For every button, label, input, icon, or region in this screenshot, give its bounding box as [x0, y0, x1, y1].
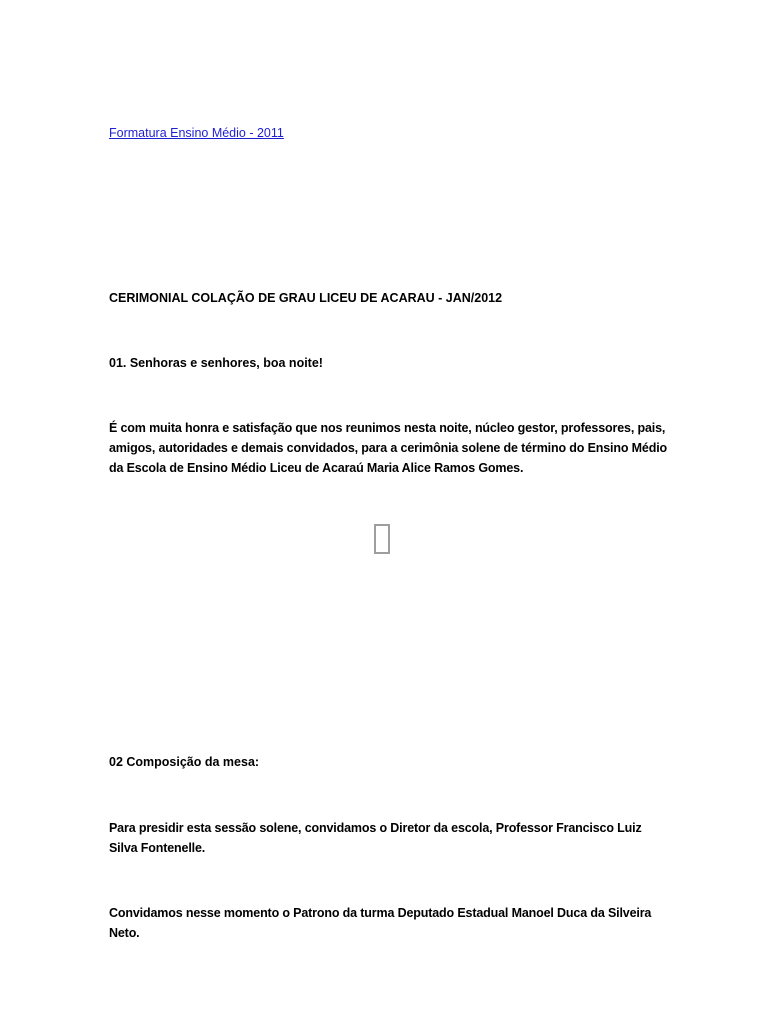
patron-paragraph: Convidamos nesse momento o Patrono da turma Deputado Estadual Manoel Duca da Silveira Neto.	[109, 906, 652, 940]
ceremony-heading: CERIMONIAL COLAÇÃO DE GRAU LICEU DE ACARAU - JAN/2012	[109, 291, 503, 305]
greeting-line: 01. Senhoras e senhores, boa noite!	[109, 356, 323, 370]
director-paragraph: Para presidir esta sessão solene, convidamos o Diretor da escola, Professor Francisco Luiz Silva Fontenelle.	[109, 821, 642, 855]
document-link-title[interactable]: Formatura Ensino Médio - 2011	[109, 126, 284, 140]
missing-image-icon	[374, 524, 390, 554]
composition-heading: 02 Composição da mesa:	[109, 755, 260, 769]
welcome-paragraph: É com muita honra e satisfação que nos reunimos nesta noite, núcleo gestor, professores, pais, amigos, autoridades e demais convidados, para a cerimônia solene de término do Ensino Médio da Escola de Ensino Médio Liceu de Acaraú Maria Alice Ramos Gomes.	[109, 421, 668, 475]
